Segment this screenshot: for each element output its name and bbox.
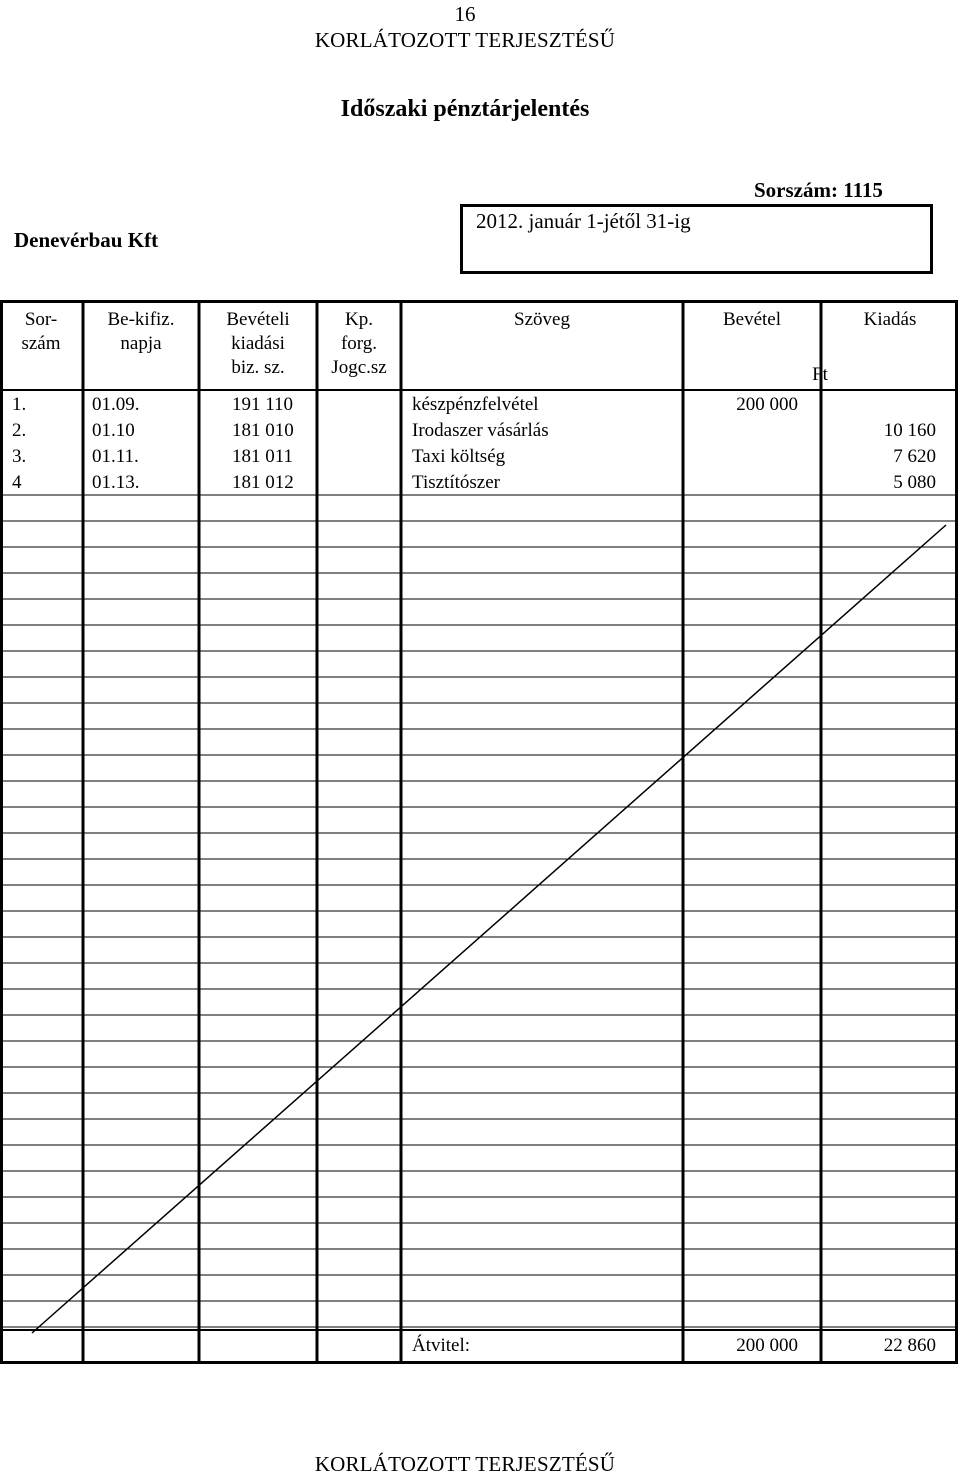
header-payment-date: Be-kifiz. napja — [107, 309, 175, 354]
row-2-doc: 181 010 — [232, 420, 294, 441]
row-2-text: Irodaszer vásárlás — [412, 420, 549, 441]
header-voucher-number: Bevételi kiadási biz. sz. — [226, 309, 290, 378]
header-cash-code: Kp. forg. Jogc.sz — [331, 309, 387, 378]
header-expense: Kiadás — [863, 309, 917, 330]
row-4-expense: 5 080 — [893, 472, 936, 493]
row-1-text: készpénzfelvétel — [412, 394, 539, 415]
row-4-date: 01.13. — [92, 472, 140, 493]
row-2-no: 2. — [12, 420, 27, 441]
row-4-text: Tisztítószer — [412, 472, 500, 493]
header-income: Bevétel — [722, 309, 782, 330]
period-box — [460, 204, 933, 274]
row-4-doc: 181 012 — [232, 472, 294, 493]
row-1-income: 200 000 — [736, 394, 798, 415]
row-3-no: 3. — [12, 446, 27, 467]
carry-forward-expense: 22 860 — [883, 1335, 936, 1356]
row-2-expense: 10 160 — [883, 420, 936, 441]
row-3-expense: 7 620 — [893, 446, 936, 467]
page-number: 16 — [454, 2, 476, 26]
company-name: Denevérbau Kft — [14, 228, 159, 252]
report-title: Időszaki pénztárjelentés — [340, 96, 590, 122]
row-3-date: 01.11. — [92, 446, 139, 467]
carry-forward-label: Átvitel: — [412, 1335, 471, 1356]
restriction-notice-top: KORLÁTOZOTT TERJESZTÉSŰ — [314, 28, 616, 52]
restriction-notice-bottom: KORLÁTOZOTT TERJESZTÉSŰ — [314, 1452, 616, 1476]
period-text: 2012. január 1-jétől 31-ig — [476, 209, 691, 233]
row-3-text: Taxi költség — [412, 446, 506, 467]
header-description: Szöveg — [514, 309, 570, 330]
row-1-date: 01.09. — [92, 394, 140, 415]
void-diagonal-line — [32, 525, 946, 1333]
row-1-no: 1. — [12, 394, 27, 415]
row-4-no: 4 — [12, 472, 22, 493]
header-unit-ft: Ft — [812, 364, 828, 385]
serial-number: Sorszám: 1115 — [754, 178, 883, 202]
carry-forward-income: 200 000 — [736, 1335, 798, 1356]
row-2-date: 01.10 — [92, 420, 135, 441]
row-3-doc: 181 011 — [232, 446, 294, 467]
cash-ledger-table — [0, 300, 958, 1364]
row-1-doc: 191 110 — [232, 394, 294, 415]
header-sorszam: Sor- szám — [21, 309, 61, 354]
